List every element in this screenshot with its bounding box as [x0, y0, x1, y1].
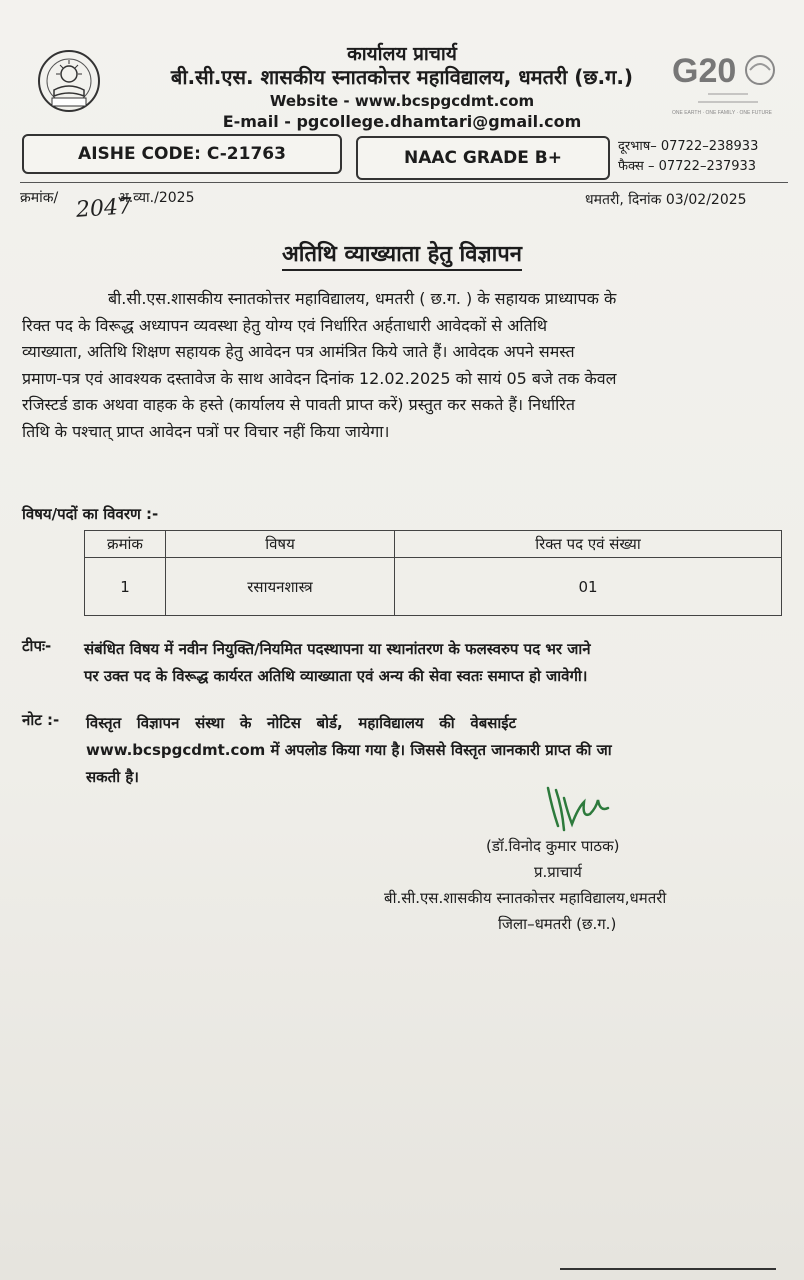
signature-mark	[538, 778, 618, 838]
fax-number: फैक्स – 07722–237933	[618, 159, 757, 174]
header-serial: क्रमांक	[85, 531, 166, 558]
table-row	[85, 558, 782, 616]
table-header-row	[85, 531, 782, 558]
notice-title-text: अतिथि व्याख्याता हेतु विज्ञापन	[282, 242, 522, 271]
note-line: विस्तृत विज्ञापन संस्था के नोटिस बोर्ड, महाविद्यालय की वेबसाईट	[86, 714, 517, 732]
tip-line: संबंधित विषय में नवीन नियुक्ति/नियमित पदस्थापना या स्थानांतरण के फलस्वरुप पद भर जाने	[84, 640, 591, 658]
bottom-edge-line	[560, 1268, 776, 1270]
note-line: सकती है।	[86, 768, 139, 786]
tip-label: टीपः-	[22, 637, 52, 655]
ref-suffix: अ.व्या./2025	[118, 190, 195, 206]
note-label: नोट :-	[22, 711, 60, 729]
body-line: रिक्त पद के विरूद्ध अध्यापन व्यवस्था हेतु योग्य एवं निर्धारित अर्हताधारी आवेदकों से अतिथि	[22, 315, 548, 335]
body-line: बी.सी.एस.शासकीय स्नातकोत्तर महाविद्यालय, धमतरी ( छ.ग. ) के सहायक प्राध्यापक के	[108, 289, 617, 308]
table-caption: विषय/पदों का विवरण :-	[22, 505, 159, 523]
cell-subject: रसायनशास्त्र	[166, 558, 395, 616]
header-vacancy: रिक्त पद एवं संख्या	[395, 531, 782, 558]
signatory-district: जिला–धमतरी (छ.ग.)	[498, 915, 617, 933]
header-subject: विषय	[166, 531, 395, 558]
signatory-designation: प्र.प्राचार्य	[534, 863, 582, 881]
note-line: www.bcspgcdmt.com में अपलोड किया गया है। जिससे विस्तृत जानकारी प्राप्त की जा	[86, 741, 612, 759]
signatory-name: (डॉ.विनोद कुमार पाठक)	[486, 837, 620, 855]
college-name: बी.सी.एस. शासकीय स्नातकोत्तर महाविद्यालय, धमतरी (छ.ग.)	[170, 65, 634, 89]
body-line: प्रमाण-पत्र एवं आवश्यक दस्तावेज के साथ आवेदन दिनांक 12.02.2025 को सायं 05 बजे तक केवल	[22, 368, 617, 388]
phone-number: दूरभाष– 07722–238933	[618, 139, 759, 154]
cell-serial: 1	[85, 558, 166, 616]
aishe-code-box: AISHE CODE: C-21763	[22, 134, 342, 174]
body-line: रजिस्टर्ड डाक अथवा वाहक के हस्ते (कार्यालय से पावती प्राप्त करें) प्रस्तुत कर सकते हैं। निर्धारित	[22, 395, 575, 414]
g20-tagline: ONE EARTH · ONE FAMILY · ONE FUTURE	[672, 110, 773, 116]
body-line: व्याख्याता, अतिथि शिक्षण सहायक हेतु आवेदन पत्र आमंत्रित किये जाते हैं। आवेदक अपने समस्त	[22, 342, 575, 361]
body-line: तिथि के पश्चात् प्राप्त आवेदन पत्रों पर विचार नहीं किया जायेगा।	[22, 421, 390, 441]
issue-date: धमतरी, दिनांक 03/02/2025	[585, 192, 747, 208]
g20-text: G20	[672, 52, 737, 90]
header-divider	[20, 182, 788, 183]
note-text	[86, 710, 786, 791]
notice-body	[22, 286, 788, 445]
signatory-college: बी.सी.एस.शासकीय स्नातकोत्तर महाविद्यालय,धमतरी	[384, 889, 667, 907]
ref-number-handwritten: 2047	[75, 194, 133, 223]
vacancy-table	[84, 530, 782, 616]
email-line: E-mail - pgcollege.dhamtari@gmail.com	[222, 112, 582, 131]
tip-line: पर उक्त पद के विरूद्ध कार्यरत अतिथि व्याख्याता एवं अन्य की सेवा स्वतः समाप्त हो जावेगी।	[84, 667, 588, 685]
naac-grade-box: NAAC GRADE B+	[356, 136, 610, 180]
tip-text	[84, 636, 790, 690]
website-line: Website - www.bcspgcdmt.com	[269, 92, 535, 110]
office-title: कार्यालय प्राचार्य	[347, 43, 457, 65]
cell-vacancy: 01	[395, 558, 782, 616]
notice-title	[0, 238, 804, 268]
ref-label: क्रमांक/	[20, 190, 59, 206]
